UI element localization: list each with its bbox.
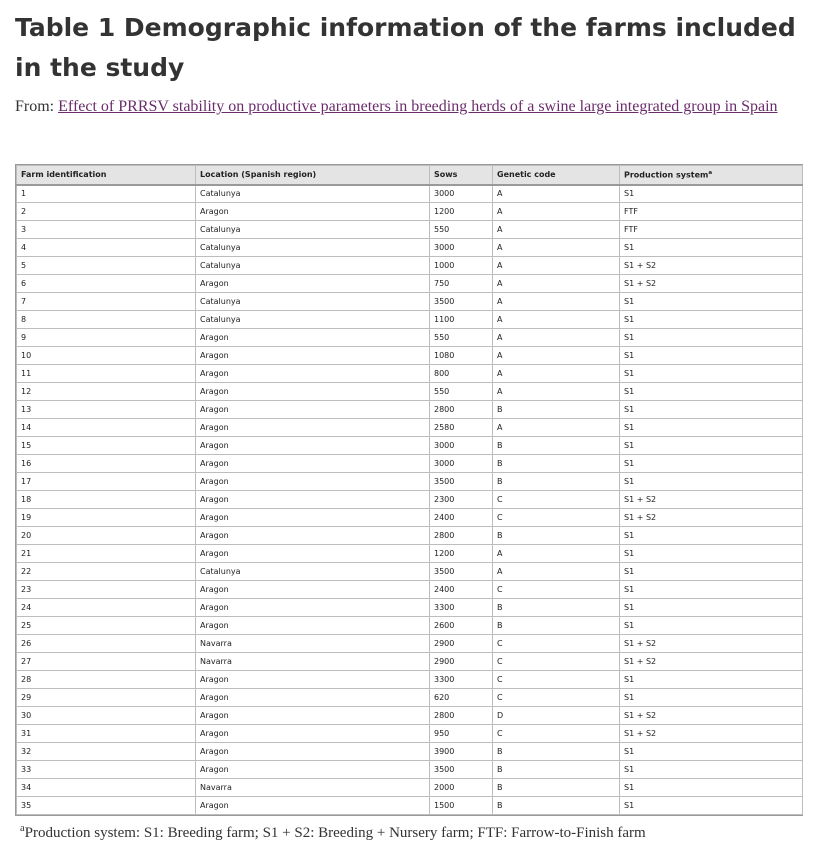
cell-farm-id: 4 [17,239,196,257]
cell-location: Aragon [196,617,430,635]
cell-farm-id: 19 [17,509,196,527]
table-row [17,383,803,401]
cell-sows: 550 [430,329,493,347]
cell-sows: 3500 [430,761,493,779]
cell-farm-id: 29 [17,689,196,707]
footnote-text: Production system: S1: Breeding farm; S1 + S2: Breeding + Nursery farm; FTF: Farrow-to-Finish farm [24,825,646,841]
cell-genetic-code: A [493,221,620,239]
table-row [17,491,803,509]
cell-genetic-code: C [493,491,620,509]
cell-location: Navarra [196,635,430,653]
cell-genetic-code: B [493,617,620,635]
cell-location: Aragon [196,383,430,401]
header-footnote-mark: a [708,169,713,176]
cell-production-system: S1 [620,743,803,761]
cell-production-system: S1 [620,347,803,365]
table-row [17,545,803,563]
header-sows: Sows [430,166,493,185]
cell-farm-id: 9 [17,329,196,347]
cell-production-system: S1 + S2 [620,635,803,653]
table-row [17,347,803,365]
header-production-system-label: Production system [624,170,709,180]
cell-production-system: S1 [620,761,803,779]
cell-farm-id: 25 [17,617,196,635]
cell-farm-id: 35 [17,797,196,815]
cell-genetic-code: B [493,455,620,473]
cell-location: Catalunya [196,311,430,329]
cell-farm-id: 31 [17,725,196,743]
table-row [17,365,803,383]
cell-genetic-code: A [493,203,620,221]
cell-location: Aragon [196,437,430,455]
cell-farm-id: 17 [17,473,196,491]
cell-farm-id: 22 [17,563,196,581]
cell-genetic-code: A [493,545,620,563]
cell-genetic-code: C [493,653,620,671]
cell-location: Aragon [196,581,430,599]
cell-location: Catalunya [196,257,430,275]
cell-production-system: S1 + S2 [620,257,803,275]
table-row [17,221,803,239]
cell-farm-id: 30 [17,707,196,725]
cell-production-system: S1 [620,527,803,545]
cell-production-system: S1 [620,383,803,401]
table-row [17,437,803,455]
cell-farm-id: 3 [17,221,196,239]
table-row [17,689,803,707]
footnote-mark: a [20,823,25,834]
cell-location: Aragon [196,689,430,707]
cell-location: Navarra [196,779,430,797]
table-row [17,635,803,653]
cell-production-system: S1 [620,797,803,815]
cell-genetic-code: B [493,401,620,419]
cell-farm-id: 18 [17,491,196,509]
cell-location: Aragon [196,707,430,725]
cell-location: Aragon [196,473,430,491]
cell-location: Navarra [196,653,430,671]
cell-sows: 2000 [430,779,493,797]
cell-production-system: S1 [620,293,803,311]
cell-location: Aragon [196,365,430,383]
cell-production-system: S1 [620,239,803,257]
cell-sows: 1100 [430,311,493,329]
cell-sows: 3900 [430,743,493,761]
table-row [17,617,803,635]
cell-production-system: S1 [620,671,803,689]
cell-production-system: S1 [620,617,803,635]
cell-farm-id: 12 [17,383,196,401]
table-row [17,401,803,419]
cell-production-system: S1 + S2 [620,707,803,725]
table-row [17,527,803,545]
cell-sows: 2800 [430,401,493,419]
cell-location: Aragon [196,275,430,293]
cell-farm-id: 23 [17,581,196,599]
cell-location: Aragon [196,761,430,779]
cell-farm-id: 7 [17,293,196,311]
cell-production-system: S1 [620,419,803,437]
cell-location: Aragon [196,509,430,527]
table-row [17,581,803,599]
table-row [17,599,803,617]
cell-production-system: S1 [620,779,803,797]
cell-genetic-code: A [493,365,620,383]
table-row [17,779,803,797]
cell-farm-id: 34 [17,779,196,797]
cell-production-system: S1 [620,455,803,473]
cell-genetic-code: B [493,527,620,545]
cell-genetic-code: A [493,275,620,293]
cell-farm-id: 16 [17,455,196,473]
cell-location: Aragon [196,725,430,743]
cell-sows: 2800 [430,527,493,545]
cell-genetic-code: B [493,761,620,779]
cell-sows: 3500 [430,563,493,581]
table-row [17,671,803,689]
cell-sows: 3300 [430,671,493,689]
cell-genetic-code: B [493,779,620,797]
cell-location: Aragon [196,329,430,347]
table-header [17,166,803,185]
cell-sows: 750 [430,275,493,293]
cell-genetic-code: B [493,437,620,455]
header-row [17,166,803,185]
cell-location: Aragon [196,419,430,437]
cell-production-system: S1 + S2 [620,653,803,671]
table-row [17,653,803,671]
cell-genetic-code: B [493,797,620,815]
cell-location: Aragon [196,203,430,221]
cell-genetic-code: B [493,473,620,491]
cell-farm-id: 11 [17,365,196,383]
cell-location: Catalunya [196,563,430,581]
cell-location: Aragon [196,401,430,419]
cell-genetic-code: A [493,329,620,347]
cell-genetic-code: C [493,689,620,707]
table-footnote [20,823,810,842]
table-row [17,329,803,347]
cell-genetic-code: C [493,509,620,527]
table-row [17,797,803,815]
table-body [17,185,803,815]
cell-location: Aragon [196,455,430,473]
cell-production-system: S1 [620,545,803,563]
table-row [17,257,803,275]
cell-production-system: S1 [620,329,803,347]
cell-genetic-code: B [493,599,620,617]
cell-sows: 2800 [430,707,493,725]
cell-sows: 2900 [430,635,493,653]
cell-sows: 550 [430,221,493,239]
cell-location: Aragon [196,545,430,563]
header-genetic-code: Genetic code [493,166,620,185]
table-row [17,275,803,293]
cell-genetic-code: C [493,635,620,653]
cell-sows: 3000 [430,437,493,455]
cell-farm-id: 6 [17,275,196,293]
cell-farm-id: 24 [17,599,196,617]
cell-sows: 1500 [430,797,493,815]
cell-location: Aragon [196,797,430,815]
table-row [17,473,803,491]
cell-sows: 1000 [430,257,493,275]
cell-location: Aragon [196,491,430,509]
cell-sows: 800 [430,365,493,383]
cell-sows: 550 [430,383,493,401]
cell-genetic-code: C [493,725,620,743]
cell-production-system: S1 [620,563,803,581]
table-row [17,185,803,203]
cell-farm-id: 20 [17,527,196,545]
cell-location: Aragon [196,347,430,365]
table-row [17,455,803,473]
cell-production-system: S1 [620,311,803,329]
from-label: From: [15,98,55,115]
cell-farm-id: 28 [17,671,196,689]
cell-location: Aragon [196,599,430,617]
table-row [17,563,803,581]
cell-location: Catalunya [196,293,430,311]
cell-farm-id: 13 [17,401,196,419]
cell-sows: 3000 [430,455,493,473]
table-row [17,761,803,779]
cell-genetic-code: A [493,383,620,401]
cell-sows: 950 [430,725,493,743]
cell-production-system: S1 [620,581,803,599]
header-farm-identification: Farm identification [17,166,196,185]
cell-sows: 2400 [430,509,493,527]
cell-location: Catalunya [196,239,430,257]
table-row [17,509,803,527]
cell-farm-id: 5 [17,257,196,275]
cell-production-system: S1 + S2 [620,491,803,509]
cell-farm-id: 21 [17,545,196,563]
cell-production-system: FTF [620,203,803,221]
table-row [17,203,803,221]
cell-production-system: S1 [620,437,803,455]
cell-location: Aragon [196,671,430,689]
cell-farm-id: 14 [17,419,196,437]
cell-genetic-code: C [493,671,620,689]
cell-location: Aragon [196,527,430,545]
cell-sows: 2600 [430,617,493,635]
table-row [17,419,803,437]
cell-farm-id: 27 [17,653,196,671]
table-row [17,311,803,329]
cell-location: Aragon [196,743,430,761]
cell-farm-id: 10 [17,347,196,365]
table-row [17,293,803,311]
cell-sows: 2580 [430,419,493,437]
cell-farm-id: 26 [17,635,196,653]
cell-farm-id: 32 [17,743,196,761]
cell-sows: 3500 [430,293,493,311]
cell-sows: 1080 [430,347,493,365]
cell-production-system: S1 + S2 [620,509,803,527]
cell-production-system: S1 [620,473,803,491]
table-row [17,707,803,725]
cell-farm-id: 33 [17,761,196,779]
cell-sows: 2400 [430,581,493,599]
article-link[interactable]: Effect of PRRSV stability on productive parameters in breeding herds of a swine large integrated group in Spain [58,98,778,115]
cell-production-system: S1 [620,365,803,383]
cell-production-system: S1 [620,185,803,203]
cell-farm-id: 2 [17,203,196,221]
source-line [15,95,805,118]
cell-genetic-code: A [493,293,620,311]
cell-sows: 3000 [430,239,493,257]
table-row [17,725,803,743]
cell-sows: 2900 [430,653,493,671]
table-row [17,743,803,761]
cell-sows: 1200 [430,545,493,563]
table-row [17,239,803,257]
cell-production-system: FTF [620,221,803,239]
page-title: Table 1 Demographic information of the farms included in the study [15,13,796,82]
cell-location: Catalunya [196,185,430,203]
cell-production-system: S1 + S2 [620,725,803,743]
cell-sows: 3000 [430,185,493,203]
cell-genetic-code: A [493,185,620,203]
cell-production-system: S1 [620,599,803,617]
cell-genetic-code: A [493,311,620,329]
cell-genetic-code: B [493,743,620,761]
cell-genetic-code: D [493,707,620,725]
cell-farm-id: 8 [17,311,196,329]
cell-production-system: S1 + S2 [620,275,803,293]
cell-farm-id: 15 [17,437,196,455]
cell-genetic-code: A [493,419,620,437]
cell-sows: 1200 [430,203,493,221]
demographics-table-container [15,164,803,816]
cell-location: Catalunya [196,221,430,239]
cell-genetic-code: A [493,347,620,365]
cell-sows: 3500 [430,473,493,491]
cell-genetic-code: A [493,239,620,257]
demographics-table [16,165,803,815]
header-production-system [620,166,803,185]
cell-sows: 2300 [430,491,493,509]
cell-genetic-code: A [493,563,620,581]
cell-production-system: S1 [620,689,803,707]
cell-production-system: S1 [620,401,803,419]
cell-sows: 3300 [430,599,493,617]
cell-sows: 620 [430,689,493,707]
cell-farm-id: 1 [17,185,196,203]
cell-genetic-code: C [493,581,620,599]
cell-genetic-code: A [493,257,620,275]
header-location: Location (Spanish region) [196,166,430,185]
